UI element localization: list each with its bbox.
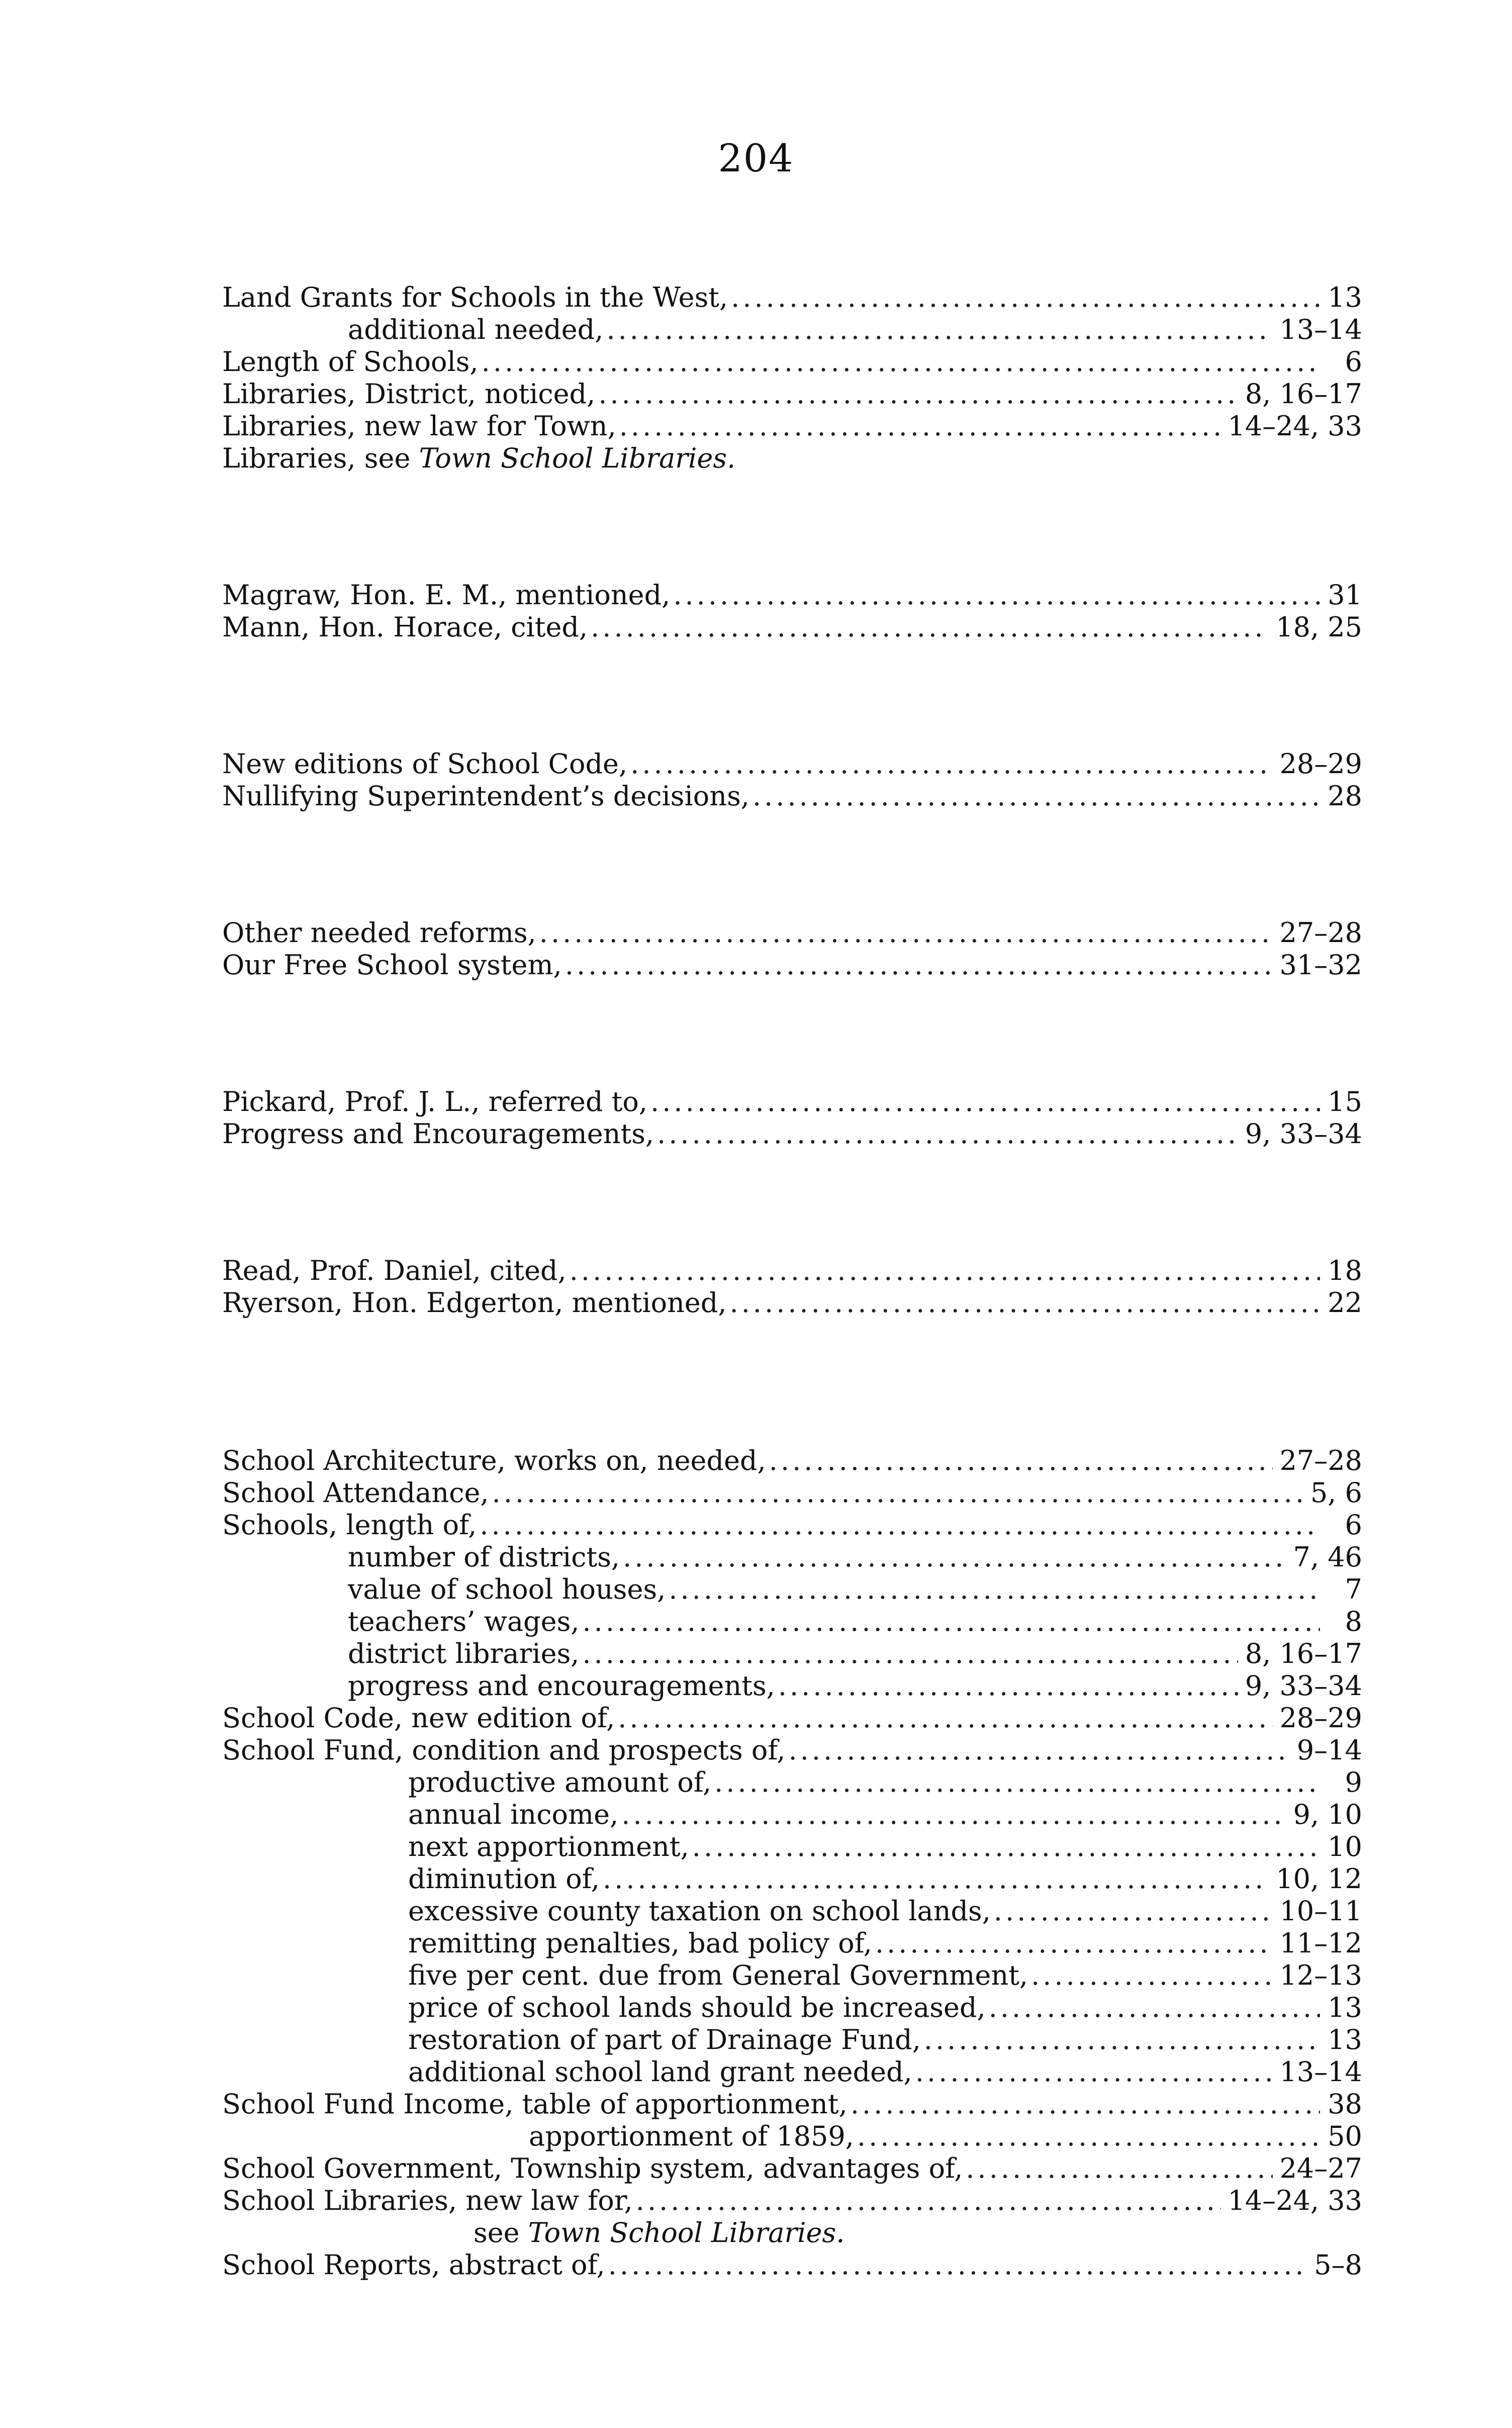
entry-label [222,2185,633,2217]
index-entry [222,1477,1362,1509]
entry-label [408,1895,991,1927]
entry-label [408,1831,689,1863]
index-entry [222,2024,1362,2056]
entry-label-text: annual income, [408,1799,619,1830]
entry-pages: 13 [1328,1992,1362,2023]
entry-label-text: next apportionment, [408,1831,689,1862]
dot-leader [989,1992,1320,2024]
index-entry [222,2056,1362,2088]
dot-leader [621,1799,1286,1831]
dot-leader [598,378,1238,410]
entry-label [222,1445,766,1477]
dot-leader [591,611,1269,643]
entry-label [222,579,670,611]
dot-leader [636,2185,1221,2217]
entry-label [408,2024,921,2056]
entry-label [222,1734,786,1766]
entry-label-text: Libraries, new law for Town, [222,410,616,442]
index-group-l [222,282,1362,475]
dot-leader [606,314,1272,346]
index-group-n [222,748,1362,812]
index-entry [222,442,1362,475]
entry-label [474,2217,844,2249]
entry-label-text: Ryerson, Hon. Edgerton, mentioned, [222,1287,727,1319]
entry-label-text: number of districts, [348,1541,620,1573]
entry-label [222,410,616,442]
dot-leader [730,1287,1320,1319]
entry-label-text: Read, Prof. Daniel, cited, [222,1255,566,1286]
index-entry [222,346,1362,378]
entry-pages: 18, 25 [1276,611,1362,643]
dot-leader [482,346,1320,378]
dot-leader [492,1477,1303,1509]
entry-label [222,949,562,981]
index-entry [222,1831,1362,1863]
entry-pages: 10–11 [1279,1895,1362,1927]
dot-leader [966,2153,1272,2185]
entry-label [408,1992,986,2024]
entry-pages: 14–24, 33 [1227,410,1362,442]
dot-leader [692,1831,1320,1863]
entry-pages: 8, 16–17 [1245,1638,1362,1669]
entry-pages: 13 [1328,282,1362,313]
entry-label-text: School Reports, abstract of, [222,2249,605,2281]
entry-label [348,314,603,346]
index-entry [222,1255,1362,1287]
index-entry [222,1573,1362,1606]
entry-label-text: School Attendance, [222,1477,489,1509]
entry-pages: 13–14 [1279,2056,1362,2088]
entry-pages: 7 [1345,1573,1362,1605]
index-entry [222,780,1362,812]
entry-label-text: Our Free School system, [222,949,562,981]
entry-label [348,1670,775,1702]
entry-pages: 9 [1345,1766,1362,1798]
index-entry [222,2185,1362,2217]
index-entry [222,1445,1362,1477]
entry-pages: 24–27 [1279,2153,1362,2184]
entry-cross-reference: Town School Libraries. [419,442,736,474]
entry-label-text: Nullifying Superintendent’s decisions, [222,780,749,812]
index-entry [222,282,1362,314]
dot-leader [714,1766,1320,1799]
dot-leader [583,1606,1320,1638]
index-entry [222,1766,1362,1799]
dot-leader [657,1118,1238,1150]
entry-label-text: Libraries, see [222,442,419,474]
dot-leader [539,917,1273,949]
entry-label-text: excessive county taxation on school lands, [408,1895,991,1927]
entry-label-text: value of school houses, [348,1573,666,1605]
entry-cross-reference: Town School Libraries. [528,2217,845,2249]
index-entry [222,1702,1362,1734]
entry-label-text: five per cent. due from General Government, [408,1959,1028,1991]
entry-label [222,1086,647,1118]
index-entry [222,1799,1362,1831]
dot-leader [731,282,1320,314]
entry-label-text: teachers’ wages, [348,1606,580,1637]
dot-leader [850,2088,1320,2120]
entry-pages: 27–28 [1279,917,1362,949]
entry-label-text: Mann, Hon. Horace, cited, [222,611,588,643]
entry-label-text: School Fund Income, table of apportionment, [222,2088,847,2120]
dot-leader [857,2120,1320,2153]
dot-leader [789,1734,1290,1766]
index-entry [222,410,1362,442]
entry-pages: 5–8 [1314,2249,1362,2281]
entry-label-text: diminution of, [408,1863,600,1895]
entry-label-text: School Government, Township system, advantages of, [222,2153,963,2184]
entry-label-text: additional school land grant needed, [408,2056,912,2088]
index-entry [222,314,1362,346]
dot-leader [619,410,1221,442]
index-group-m [222,579,1362,643]
entry-pages: 6 [1345,1509,1362,1541]
index-entry [222,2249,1362,2281]
entry-label-text: additional needed, [348,314,604,345]
dot-leader [618,1702,1272,1734]
entry-label [222,1702,615,1734]
entry-label [408,1799,618,1831]
entry-label-text: progress and encouragements, [348,1670,775,1702]
index-entry [222,378,1362,410]
entry-label-text: Land Grants for Schools in the West, [222,282,728,313]
index-entry [222,1959,1362,1992]
entry-label-text: district libraries, [348,1638,580,1669]
entry-label-text: Length of Schools, [222,346,479,378]
entry-pages: 13–14 [1279,314,1362,345]
entry-label-text: Other needed reforms, [222,917,536,949]
index-entry [222,2153,1362,2185]
entry-label-text: Magraw, Hon. E. M., mentioned, [222,579,671,611]
entry-label-text: apportionment of 1859, [529,2120,854,2152]
entry-pages: 7, 46 [1293,1541,1362,1573]
dot-leader [673,579,1320,611]
index-entry [222,611,1362,643]
entry-pages: 10 [1328,1831,1362,1862]
entry-label [222,611,588,643]
index-entry [222,2120,1362,2153]
entry-pages: 10, 12 [1276,1863,1362,1895]
index-entry [222,1541,1362,1573]
entry-pages: 11–12 [1279,1927,1362,1959]
index-entry [222,1509,1362,1541]
index-entry [222,1670,1362,1702]
index-group-p [222,1086,1362,1150]
entry-pages: 9, 10 [1293,1799,1362,1830]
entry-pages: 28 [1328,780,1362,812]
index-entry [222,1638,1362,1670]
entry-label [408,1863,600,1895]
index-entry [222,1863,1362,1895]
dot-leader [608,2249,1307,2281]
entry-label-text: productive amount of, [408,1766,712,1798]
dot-leader [994,1895,1273,1927]
entry-pages: 50 [1328,2120,1362,2152]
entry-label [408,1959,1028,1992]
entry-pages: 13 [1328,2024,1362,2056]
entry-label [348,1541,620,1573]
index-listing [222,282,1362,2281]
entry-label [222,1287,727,1319]
entry-label [222,2088,847,2120]
entry-pages: 8 [1345,1606,1362,1637]
entry-pages: 6 [1345,346,1362,378]
entry-pages: 18 [1328,1255,1362,1286]
entry-label-text: see [474,2217,528,2249]
entry-pages: 28–29 [1279,748,1362,780]
entry-label-text: remitting penalties, bad policy of, [408,1927,872,1959]
entry-pages: 27–28 [1279,1445,1362,1476]
dot-leader [603,1863,1269,1895]
entry-label [348,1573,666,1606]
entry-pages: 9, 33–34 [1245,1670,1362,1702]
index-entry [222,1895,1362,1927]
entry-pages: 8, 16–17 [1245,378,1362,410]
index-entry [222,1118,1362,1150]
entry-pages: 15 [1328,1086,1362,1117]
index-group-r [222,1255,1362,1319]
dot-leader [769,1445,1273,1477]
entry-label-text: Libraries, District, noticed, [222,378,596,410]
entry-pages: 12–13 [1279,1959,1362,1991]
entry-label [222,2249,605,2281]
entry-label-text: Progress and Encouragements, [222,1118,654,1150]
dot-leader [623,1541,1286,1573]
entry-pages: 38 [1328,2088,1362,2120]
entry-pages: 28–29 [1279,1702,1362,1734]
dot-leader [1031,1959,1272,1992]
index-entry [222,1086,1362,1118]
index-entry [222,949,1362,981]
dot-leader [480,1509,1320,1541]
entry-label [408,1927,872,1959]
entry-label [222,346,479,378]
entry-pages: 31–32 [1279,949,1362,981]
entry-label [222,442,735,475]
index-entry [222,2217,1362,2249]
entry-pages: 22 [1328,1287,1362,1319]
index-entry [222,1992,1362,2024]
dot-leader [650,1086,1320,1118]
dot-leader [875,1927,1273,1959]
entry-pages: 31 [1328,579,1362,611]
entry-pages: 14–24, 33 [1227,2185,1362,2216]
entry-label-text: School Fund, condition and prospects of, [222,1734,786,1766]
entry-label [408,1766,711,1799]
entry-label-text: School Libraries, new law for, [222,2185,633,2216]
dot-leader [565,949,1273,981]
index-entry [222,1606,1362,1638]
entry-pages: 5, 6 [1310,1477,1362,1509]
entry-label [222,1118,654,1150]
entry-label-text: New editions of School Code, [222,748,628,780]
dot-leader [669,1573,1320,1606]
entry-label-text: price of school lands should be increased, [408,1992,986,2023]
dot-leader [570,1255,1320,1287]
index-entry [222,579,1362,611]
entry-pages: 9–14 [1296,1734,1362,1766]
entry-label [222,2153,963,2185]
dot-leader [778,1670,1238,1702]
entry-label [222,748,627,780]
dot-leader [582,1638,1238,1670]
entry-label-text: School Architecture, works on, needed, [222,1445,766,1476]
index-entry [222,917,1362,949]
entry-label-text: Schools, length of, [222,1509,477,1541]
entry-label [222,780,749,812]
entry-label-text: Pickard, Prof. J. L., referred to, [222,1086,648,1117]
entry-label-text: restoration of part of Drainage Fund, [408,2024,921,2056]
page-number: 204 [718,136,794,180]
dot-leader [630,748,1272,780]
index-entry [222,748,1362,780]
index-entry [222,1287,1362,1319]
entry-label [222,1477,489,1509]
index-entry [222,1927,1362,1959]
entry-label [222,282,728,314]
entry-label [222,1509,477,1541]
dot-leader [924,2024,1320,2056]
entry-pages: 9, 33–34 [1245,1118,1362,1150]
entry-label [348,1638,579,1670]
dot-leader [752,780,1320,812]
index-entry [222,2088,1362,2120]
entry-label [408,2056,912,2088]
index-group-o [222,917,1362,981]
entry-label-text: School Code, new edition of, [222,1702,615,1734]
entry-label [529,2120,854,2153]
entry-label [222,378,595,410]
entry-label [222,917,536,949]
entry-label [348,1606,580,1638]
dot-leader [915,2056,1273,2088]
index-entry [222,1734,1362,1766]
entry-label [222,1255,566,1287]
index-group-s [222,1445,1362,2281]
